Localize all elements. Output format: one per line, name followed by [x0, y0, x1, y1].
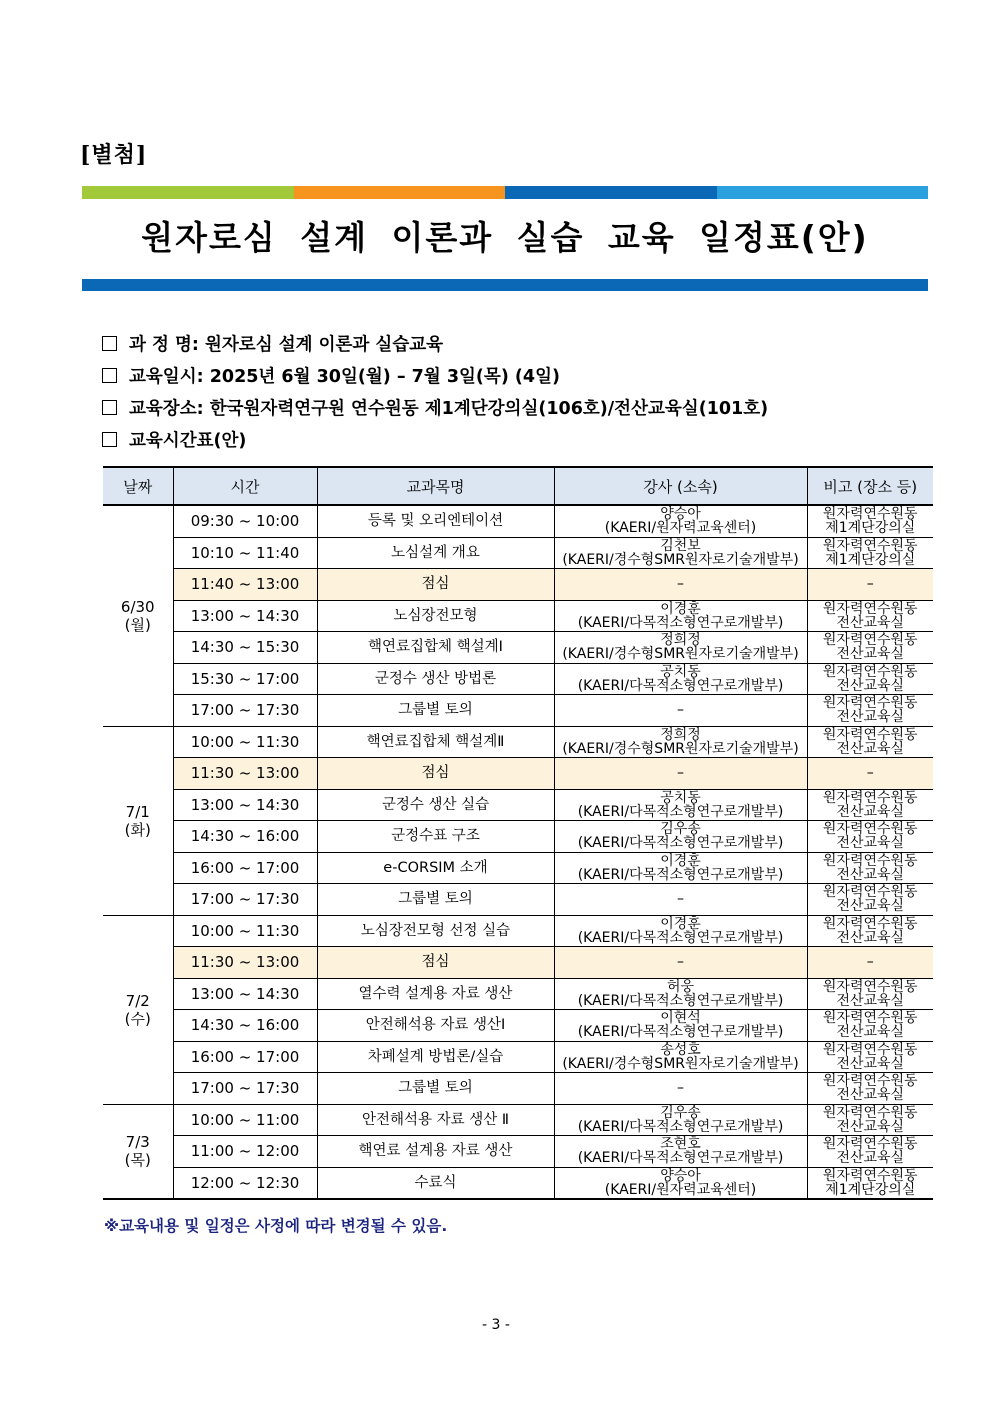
- note-building: 원자력연수원동: [822, 1136, 918, 1153]
- subject-cell: 수료식: [317, 1167, 554, 1199]
- instructor-cell: [554, 947, 807, 979]
- note-room: 전산교육실: [836, 677, 905, 694]
- note-building: 원자력연수원동: [822, 506, 918, 523]
- table-row: [103, 884, 933, 916]
- schedule-table: [103, 466, 933, 1200]
- time-cell: 16:00 ~ 17:00: [173, 1041, 317, 1073]
- time-cell: 09:30 ~ 10:00: [173, 505, 317, 537]
- table-row: [103, 1136, 933, 1168]
- table-row: [103, 726, 933, 758]
- date-text: 7/2: [125, 991, 150, 1010]
- note-room: 전산교육실: [836, 646, 905, 663]
- note-room: 전산교육실: [836, 866, 905, 883]
- note-cell: [807, 821, 933, 853]
- table-row: [103, 663, 933, 695]
- note-building: 원자력연수원동: [822, 632, 918, 649]
- instructor-name: 김우송: [660, 821, 701, 838]
- subject-cell: 노심장전모형 선정 실습: [317, 915, 554, 947]
- instructor-affiliation: (KAERI/경수형SMR원자로기술개발부): [562, 551, 799, 568]
- time-cell: 12:00 ~ 12:30: [173, 1167, 317, 1199]
- subject-cell: 노심장전모형: [317, 600, 554, 632]
- note-cell: [807, 852, 933, 884]
- instructor-cell: [554, 852, 807, 884]
- weekday-text: (월): [124, 615, 151, 634]
- instructor-name: 이경훈: [660, 915, 701, 932]
- top-bar-segment-orange: [294, 186, 506, 199]
- note-building: 원자력연수원동: [822, 1010, 918, 1027]
- note-room: 제1계단강의실: [825, 551, 916, 568]
- instructor-cell: [554, 1167, 807, 1199]
- subject-cell: 안전해석용 자료 생산 Ⅱ: [317, 1104, 554, 1136]
- instructor-name: 양승아: [660, 1167, 701, 1184]
- time-cell: 10:00 ~ 11:30: [173, 726, 317, 758]
- appendix-label: [별첨]: [80, 142, 148, 168]
- note-building: 원자력연수원동: [822, 1073, 918, 1090]
- instructor-name: 송성호: [660, 1041, 701, 1058]
- instructor-affiliation: (KAERI/원자력교육센터): [604, 1181, 757, 1198]
- instructor-name: 이경훈: [660, 852, 701, 869]
- info-text: 교육장소: 한국원자력연구원 연수원동 제1계단강의실(106호)/전산교육실(101호): [129, 398, 769, 419]
- table-row: [103, 978, 933, 1010]
- time-cell: 10:10 ~ 11:40: [173, 537, 317, 569]
- time-cell: 13:00 ~ 14:30: [173, 600, 317, 632]
- instructor-name: 조현호: [660, 1136, 701, 1153]
- table-row: [103, 852, 933, 884]
- time-cell: 10:00 ~ 11:30: [173, 915, 317, 947]
- note-cell: [807, 1041, 933, 1073]
- instructor-affiliation: (KAERI/다목적소형연구로개발부): [577, 1150, 784, 1167]
- time-cell: 17:00 ~ 17:30: [173, 1073, 317, 1105]
- instructor-cell: [554, 537, 807, 569]
- instructor-cell: [554, 695, 807, 727]
- table-row: [103, 537, 933, 569]
- table-row: [103, 569, 933, 601]
- note-cell: [807, 915, 933, 947]
- subject-cell: 군정수 생산 실습: [317, 789, 554, 821]
- note-building: 원자력연수원동: [822, 1167, 918, 1184]
- page-number: - 3 -: [482, 1317, 510, 1333]
- subject-cell: 점심: [317, 569, 554, 601]
- time-cell: 15:30 ~ 17:00: [173, 663, 317, 695]
- instructor-name: 공치동: [660, 789, 701, 806]
- checkbox-icon: [102, 432, 117, 447]
- instructor-cell: [554, 1010, 807, 1042]
- time-cell: 13:00 ~ 14:30: [173, 978, 317, 1010]
- note-cell: [807, 726, 933, 758]
- subject-cell: 핵연료 설계용 자료 생산: [317, 1136, 554, 1168]
- instructor-affiliation: (KAERI/다목적소형연구로개발부): [577, 1024, 784, 1041]
- instructor-name: 김천보: [660, 537, 701, 554]
- note-cell: [807, 1073, 933, 1105]
- instructor-cell: [554, 758, 807, 790]
- note-building: 원자력연수원동: [822, 915, 918, 932]
- instructor-name: –: [677, 576, 684, 593]
- instructor-affiliation: (KAERI/다목적소형연구로개발부): [577, 677, 784, 694]
- note-cell: [807, 632, 933, 664]
- instructor-cell: [554, 1136, 807, 1168]
- note-room: 전산교육실: [836, 803, 905, 820]
- footnote: ※교육내용 및 일정은 사정에 따라 변경될 수 있음.: [104, 1217, 448, 1235]
- instructor-cell: [554, 600, 807, 632]
- subject-cell: 그룹별 토의: [317, 695, 554, 727]
- table-row: [103, 600, 933, 632]
- note-room: 전산교육실: [836, 1055, 905, 1072]
- checkbox-icon: [102, 368, 117, 383]
- table-row: [103, 1041, 933, 1073]
- date-text: 7/3: [125, 1133, 150, 1152]
- info-text: 과 정 명: 원자로심 설계 이론과 실습교육: [129, 334, 444, 355]
- info-timetable-label: [102, 423, 768, 455]
- decorative-top-bar: [82, 186, 928, 199]
- course-info: [102, 327, 768, 455]
- weekday-text: (화): [124, 820, 151, 839]
- time-cell: 11:00 ~ 12:00: [173, 1136, 317, 1168]
- instructor-cell: [554, 663, 807, 695]
- instructor-affiliation: (KAERI/다목적소형연구로개발부): [577, 803, 784, 820]
- info-text: 교육시간표(안): [129, 430, 247, 451]
- instructor-name: 허웅: [666, 978, 695, 995]
- time-cell: 14:30 ~ 16:00: [173, 1010, 317, 1042]
- decorative-bottom-bar: [82, 279, 928, 291]
- instructor-affiliation: (KAERI/다목적소형연구로개발부): [577, 866, 784, 883]
- note-room: 전산교육실: [836, 1087, 905, 1104]
- instructor-affiliation: (KAERI/다목적소형연구로개발부): [577, 835, 784, 852]
- note-room: 전산교육실: [836, 1118, 905, 1135]
- note-cell: [807, 695, 933, 727]
- info-course-name: [102, 327, 768, 359]
- instructor-cell: [554, 884, 807, 916]
- instructor-affiliation: (KAERI/다목적소형연구로개발부): [577, 614, 784, 631]
- top-bar-segment-lightblue: [717, 186, 929, 199]
- date-text: 7/1: [125, 802, 150, 821]
- note-room: 전산교육실: [836, 992, 905, 1009]
- weekday-text: (수): [124, 1009, 151, 1028]
- instructor-cell: [554, 1104, 807, 1136]
- note-building: 원자력연수원동: [822, 821, 918, 838]
- note-cell: [807, 537, 933, 569]
- date-cell: [103, 726, 173, 915]
- date-cell: [103, 915, 173, 1104]
- info-text: 교육일시: 2025년 6월 30일(월) – 7월 3일(목) (4일): [129, 366, 561, 387]
- note-room: 제1계단강의실: [825, 1181, 916, 1198]
- instructor-cell: [554, 505, 807, 537]
- top-bar-segment-blue: [505, 186, 717, 199]
- note-building: –: [866, 576, 874, 593]
- instructor-cell: [554, 569, 807, 601]
- subject-cell: 핵연료집합체 핵설계Ⅰ: [317, 632, 554, 664]
- time-cell: 11:40 ~ 13:00: [173, 569, 317, 601]
- note-cell: [807, 978, 933, 1010]
- instructor-cell: [554, 978, 807, 1010]
- note-cell: [807, 569, 933, 601]
- instructor-name: 양승아: [660, 506, 701, 523]
- info-course-dates: [102, 359, 768, 391]
- note-cell: [807, 600, 933, 632]
- note-cell: [807, 505, 933, 537]
- subject-cell: 그룹별 토의: [317, 884, 554, 916]
- note-building: 원자력연수원동: [822, 600, 918, 617]
- note-room: 전산교육실: [836, 1150, 905, 1167]
- time-cell: 14:30 ~ 15:30: [173, 632, 317, 664]
- note-building: 원자력연수원동: [822, 978, 918, 995]
- instructor-name: –: [677, 891, 684, 908]
- note-cell: [807, 758, 933, 790]
- table-row: [103, 1010, 933, 1042]
- note-cell: [807, 884, 933, 916]
- note-building: –: [866, 765, 874, 782]
- subject-cell: 열수력 설계용 자료 생산: [317, 978, 554, 1010]
- header-note: 비고 (장소 등): [807, 467, 933, 505]
- instructor-affiliation: (KAERI/다목적소형연구로개발부): [577, 1118, 784, 1135]
- instructor-cell: [554, 915, 807, 947]
- note-cell: [807, 1010, 933, 1042]
- table-row: [103, 1104, 933, 1136]
- note-room: 전산교육실: [836, 740, 905, 757]
- instructor-cell: [554, 1073, 807, 1105]
- note-room: 전산교육실: [836, 709, 905, 726]
- note-building: 원자력연수원동: [822, 884, 918, 901]
- time-cell: 10:00 ~ 11:00: [173, 1104, 317, 1136]
- header-instructor: 강사 (소속): [554, 467, 807, 505]
- note-building: 원자력연수원동: [822, 1041, 918, 1058]
- instructor-name: 김우송: [660, 1104, 701, 1121]
- table-row: [103, 915, 933, 947]
- subject-cell: 그룹별 토의: [317, 1073, 554, 1105]
- instructor-name: –: [677, 954, 684, 971]
- subject-cell: 점심: [317, 758, 554, 790]
- info-course-location: [102, 391, 768, 423]
- table-row: [103, 1073, 933, 1105]
- instructor-affiliation: (KAERI/다목적소형연구로개발부): [577, 929, 784, 946]
- header-date: 날짜: [103, 467, 173, 505]
- checkbox-icon: [102, 400, 117, 415]
- instructor-affiliation: (KAERI/경수형SMR원자로기술개발부): [562, 740, 799, 757]
- note-room: 제1계단강의실: [825, 520, 916, 537]
- note-room: 전산교육실: [836, 835, 905, 852]
- note-building: 원자력연수원동: [822, 726, 918, 743]
- table-row: [103, 1167, 933, 1199]
- time-cell: 14:30 ~ 16:00: [173, 821, 317, 853]
- instructor-name: 이경훈: [660, 600, 701, 617]
- note-building: 원자력연수원동: [822, 695, 918, 712]
- time-cell: 17:00 ~ 17:30: [173, 884, 317, 916]
- instructor-cell: [554, 632, 807, 664]
- checkbox-icon: [102, 336, 117, 351]
- time-cell: 17:00 ~ 17:30: [173, 695, 317, 727]
- subject-cell: 점심: [317, 947, 554, 979]
- note-building: 원자력연수원동: [822, 852, 918, 869]
- instructor-cell: [554, 1041, 807, 1073]
- note-cell: [807, 1136, 933, 1168]
- date-cell: [103, 1104, 173, 1199]
- subject-cell: 등록 및 오리엔테이션: [317, 505, 554, 537]
- subject-cell: 안전해석용 자료 생산Ⅰ: [317, 1010, 554, 1042]
- note-building: 원자력연수원동: [822, 537, 918, 554]
- table-row: [103, 505, 933, 537]
- note-cell: [807, 1167, 933, 1199]
- note-cell: [807, 789, 933, 821]
- instructor-name: 이현석: [660, 1010, 701, 1027]
- table-row: [103, 758, 933, 790]
- instructor-name: –: [677, 1080, 684, 1097]
- instructor-affiliation: (KAERI/경수형SMR원자로기술개발부): [562, 646, 799, 663]
- header-subject: 교과목명: [317, 467, 554, 505]
- subject-cell: 군정수표 구조: [317, 821, 554, 853]
- date-text: 6/30: [120, 597, 155, 616]
- note-room: 전산교육실: [836, 614, 905, 631]
- time-cell: 13:00 ~ 14:30: [173, 789, 317, 821]
- schedule-body: [103, 505, 933, 1199]
- table-header-row: [103, 467, 933, 505]
- table-row: [103, 632, 933, 664]
- instructor-affiliation: (KAERI/다목적소형연구로개발부): [577, 992, 784, 1009]
- subject-cell: 차폐설계 방법론/실습: [317, 1041, 554, 1073]
- date-cell: [103, 505, 173, 726]
- note-building: –: [866, 954, 874, 971]
- table-row: [103, 789, 933, 821]
- instructor-affiliation: (KAERI/원자력교육센터): [604, 520, 757, 537]
- note-room: 전산교육실: [836, 929, 905, 946]
- time-cell: 11:30 ~ 13:00: [173, 758, 317, 790]
- instructor-cell: [554, 821, 807, 853]
- subject-cell: e-CORSIM 소개: [317, 852, 554, 884]
- instructor-affiliation: (KAERI/경수형SMR원자로기술개발부): [562, 1055, 799, 1072]
- top-bar-segment-green: [82, 186, 294, 199]
- note-cell: [807, 1104, 933, 1136]
- instructor-name: 정희정: [660, 726, 701, 743]
- table-row: [103, 821, 933, 853]
- note-room: 전산교육실: [836, 898, 905, 915]
- time-cell: 11:30 ~ 13:00: [173, 947, 317, 979]
- note-room: 전산교육실: [836, 1024, 905, 1041]
- instructor-cell: [554, 789, 807, 821]
- instructor-name: 공치동: [660, 663, 701, 680]
- table-row: [103, 947, 933, 979]
- header-time: 시간: [173, 467, 317, 505]
- note-building: 원자력연수원동: [822, 789, 918, 806]
- time-cell: 16:00 ~ 17:00: [173, 852, 317, 884]
- table-row: [103, 695, 933, 727]
- note-cell: [807, 663, 933, 695]
- note-cell: [807, 947, 933, 979]
- instructor-name: –: [677, 702, 684, 719]
- subject-cell: 핵연료집합체 핵설계Ⅱ: [317, 726, 554, 758]
- page-title: 원자로심 설계 이론과 실습 교육 일정표(안): [141, 218, 869, 257]
- subject-cell: 군정수 생산 방법론: [317, 663, 554, 695]
- weekday-text: (목): [124, 1151, 151, 1170]
- subject-cell: 노심설계 개요: [317, 537, 554, 569]
- instructor-name: –: [677, 765, 684, 782]
- note-building: 원자력연수원동: [822, 663, 918, 680]
- instructor-name: 정희정: [660, 632, 701, 649]
- note-building: 원자력연수원동: [822, 1104, 918, 1121]
- instructor-cell: [554, 726, 807, 758]
